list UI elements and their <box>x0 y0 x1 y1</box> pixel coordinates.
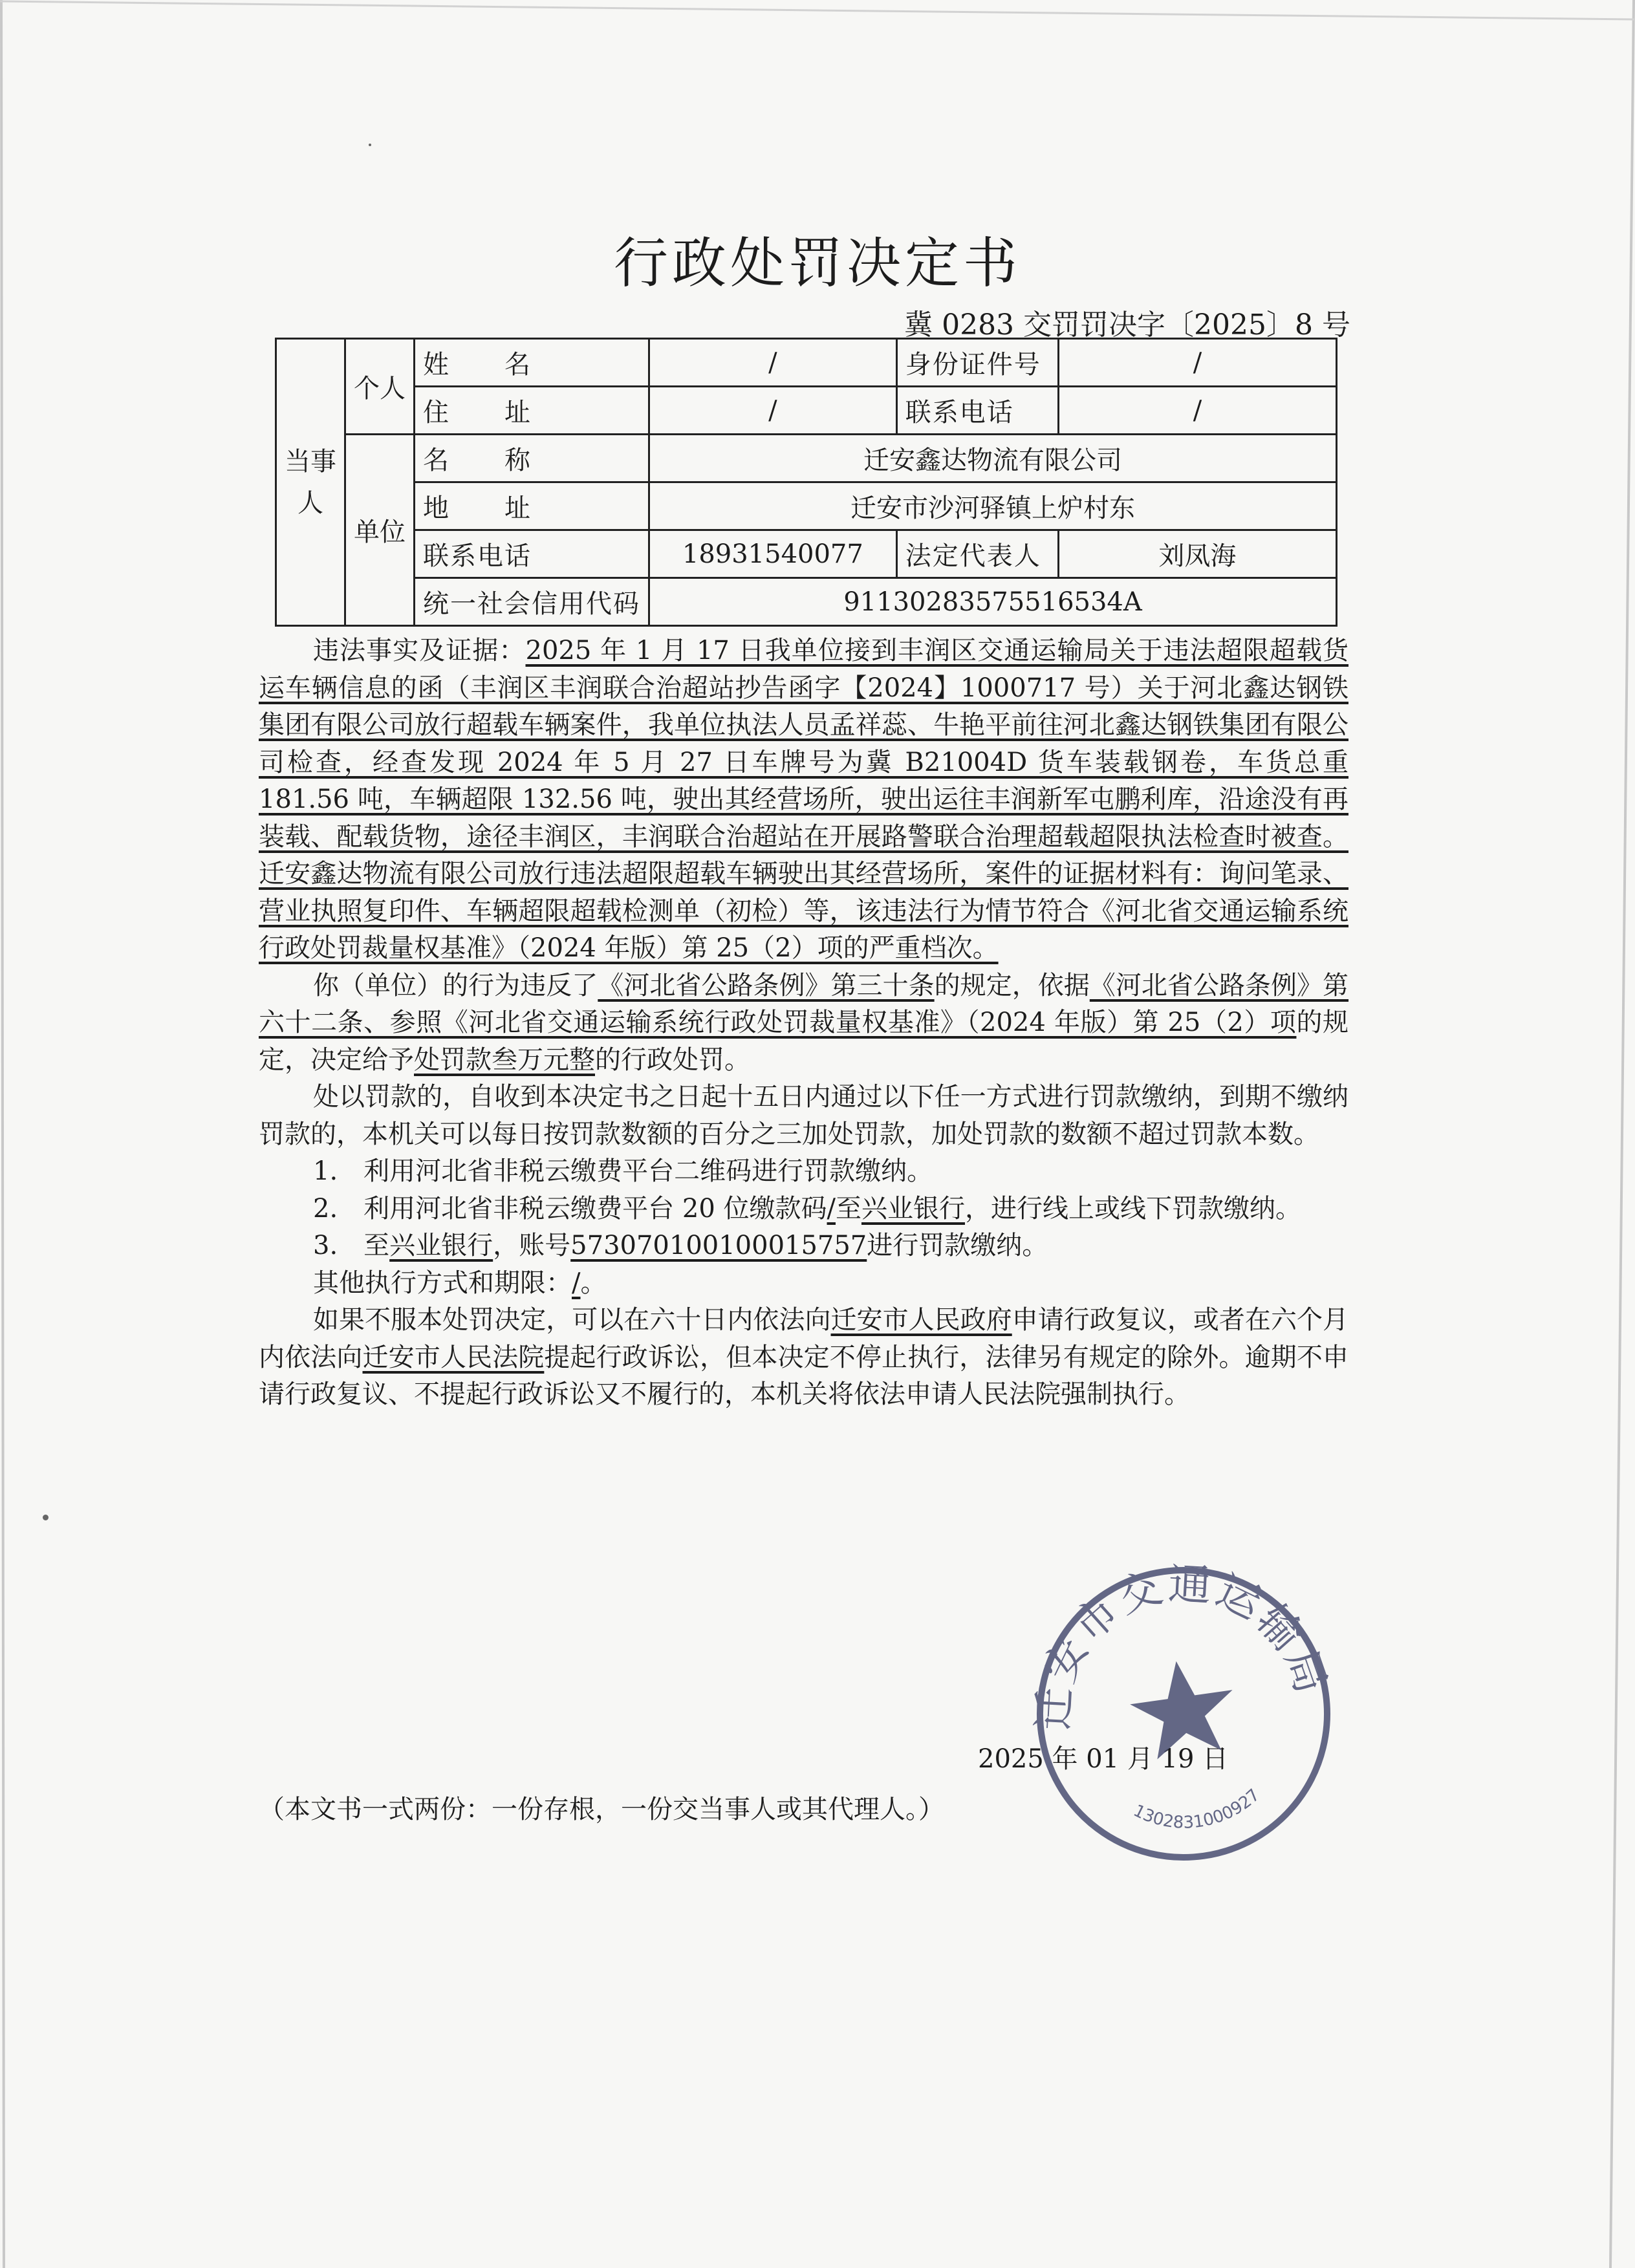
decision-text-4: 的行政处罚。 <box>595 1044 750 1075</box>
review-authority: 迁安市人民政府 <box>830 1305 1012 1335</box>
facts-paragraph <box>259 632 1348 967</box>
other-value: / <box>572 1268 581 1298</box>
name-label: 姓 名 <box>415 339 649 387</box>
document-title: 行政处罚决定书 <box>613 232 1021 295</box>
scan-speck <box>369 144 371 146</box>
copies-note: （本文书一式两份：一份存根，一份交当事人或其代理人。） <box>259 1795 944 1824</box>
credit-code-value: 91130283575516534A <box>649 578 1337 626</box>
phone-label: 联系电话 <box>896 387 1058 435</box>
id-label: 身份证件号 <box>896 339 1058 387</box>
method2-text-a: 2. 利用河北省非税云缴费平台 20 位缴款码 <box>313 1193 827 1224</box>
method3-text-a: 3. 至 <box>313 1231 390 1260</box>
unit-name-value: 迁安鑫达物流有限公司 <box>649 435 1337 482</box>
document-number: 冀 0283 交罚罚决字〔2025〕8 号 <box>904 308 1350 341</box>
legal-rep-value: 刘凤海 <box>1058 530 1336 578</box>
decision-paragraph <box>259 967 1348 1079</box>
facts-label: 违法事实及证据： <box>313 636 526 665</box>
unit-phone-label: 联系电话 <box>415 530 649 578</box>
appeal-text-c: 提起行政诉讼，但本决定不停止执行，法律另有规定的除外。逾期不申请行政复议、不提起行政诉讼又不履行的，本机关将依法申请人民法院强制执行。 <box>259 1342 1349 1409</box>
address-label: 住 址 <box>415 387 649 435</box>
party-header: 当事 人 <box>276 339 345 626</box>
seal-text: 迁安市交通运输局 <box>1028 1559 1337 1732</box>
decision-text-3: 的规定，决定给予 <box>259 1008 1349 1075</box>
decision-text-2: 的规定，依据 <box>934 970 1090 1000</box>
payment-method-3 <box>259 1227 1348 1265</box>
bank-account: 573070100100015757 <box>570 1231 867 1260</box>
payment-code: / <box>827 1193 836 1224</box>
seal-star-icon <box>1125 1654 1240 1762</box>
payment-intro: 处以罚款的，自收到本决定书之日起十五日内通过以下任一方式进行罚款缴纳，到期不缴纳罚款的，本机关可以每日按罚款数额的百分之三加处罚款，加处罚款的数额不超过罚款本数。 <box>259 1082 1348 1149</box>
individual-label: 个人 <box>345 339 415 435</box>
appeal-paragraph <box>259 1302 1348 1414</box>
other-method <box>259 1265 1348 1302</box>
credit-code-label: 统一社会信用代码 <box>415 578 649 626</box>
legal-rep-label: 法定代表人 <box>896 530 1058 578</box>
name-value: / <box>649 339 897 387</box>
method2-text-c: ，进行线上或线下罚款缴纳。 <box>964 1193 1301 1224</box>
unit-name-label: 名 称 <box>415 435 649 482</box>
unit-label: 单位 <box>345 435 415 626</box>
decision-body <box>259 632 1348 1414</box>
facts-text: 2025 年 1 月 17 日我单位接到丰润区交通运输局关于违法超限超载货运车辆信息的函（丰润区丰润联合治超站抄告函字【2024】1000717 号）关于河北鑫达钢铁集团有限公司放行超载车辆案件，我单位执法人员孟祥蕊、牛艳平前往河北鑫达钢铁集团有限公司检查，经查发现 2024 年 5 月 27 日车牌号为冀 B21004D 货车装载钢卷，车货总重 181.56 吨，车辆超限 132.56 吨，驶出其经营场所，驶出运往丰润新军屯鹏利库，沿途没有再装载、配载货物，途径丰润区，丰润联合治超站在开展路警联合治理超载超限执法检查时被查。迁安鑫达物流有限公司放行违法超限超载车辆驶出其经营场所，案件的证据材料有：询问笔录、营业执照复印件、车辆超限超载检测单（初检）等，该违法行为情节符合《河北省交通运输系统行政处罚裁量权基准》（2024 年版）第 25（2）项的严重档次。 <box>259 636 1349 963</box>
official-seal-stamp <box>1028 1559 1339 1869</box>
id-value: / <box>1058 339 1336 387</box>
court: 迁安市人民法院 <box>362 1342 545 1372</box>
unit-address-label: 地 址 <box>415 482 649 530</box>
payment-method-2 <box>259 1191 1348 1228</box>
appeal-text-b: 申请行政复议，或者在六个月内依法向 <box>259 1305 1349 1372</box>
method3-text-c: 进行罚款缴纳。 <box>867 1231 1048 1260</box>
scan-speck <box>43 1515 49 1520</box>
issue-date: 2025 年 01 月 19 日 <box>978 1744 1229 1774</box>
method3-text-b: ，账号 <box>493 1231 571 1260</box>
violated-law: 《河北省公路条例》第三十条 <box>598 970 935 1000</box>
appeal-text-a: 如果不服本处罚决定，可以在六十日内依法向 <box>313 1305 831 1335</box>
legal-basis: 《河北省公路条例》第六十二条、参照《河北省交通运输系统行政处罚裁量权基准》（2024 年版）第 25（2）项 <box>259 970 1349 1037</box>
method2-bank: 兴业银行 <box>861 1193 965 1224</box>
party-table <box>275 338 1337 627</box>
decision-text-1: 你（单位）的行为违反了 <box>313 970 598 1000</box>
unit-address-value: 迁安市沙河驿镇上炉村东 <box>649 482 1337 530</box>
phone-value: / <box>1058 387 1336 435</box>
other-text-a: 其他执行方式和期限： <box>313 1268 572 1298</box>
payment-method-1: 1. 利用河北省非税云缴费平台二维码进行罚款缴纳。 <box>313 1156 933 1186</box>
address-value: / <box>649 387 897 435</box>
seal-number: 1302831000927 <box>1130 1785 1264 1833</box>
penalty-amount: 处罚款叁万元整 <box>414 1044 595 1075</box>
method2-text-b: 至 <box>835 1193 861 1224</box>
method3-bank: 兴业银行 <box>389 1231 493 1260</box>
other-text-b: 。 <box>580 1268 607 1298</box>
unit-phone-value: 18931540077 <box>649 530 897 578</box>
